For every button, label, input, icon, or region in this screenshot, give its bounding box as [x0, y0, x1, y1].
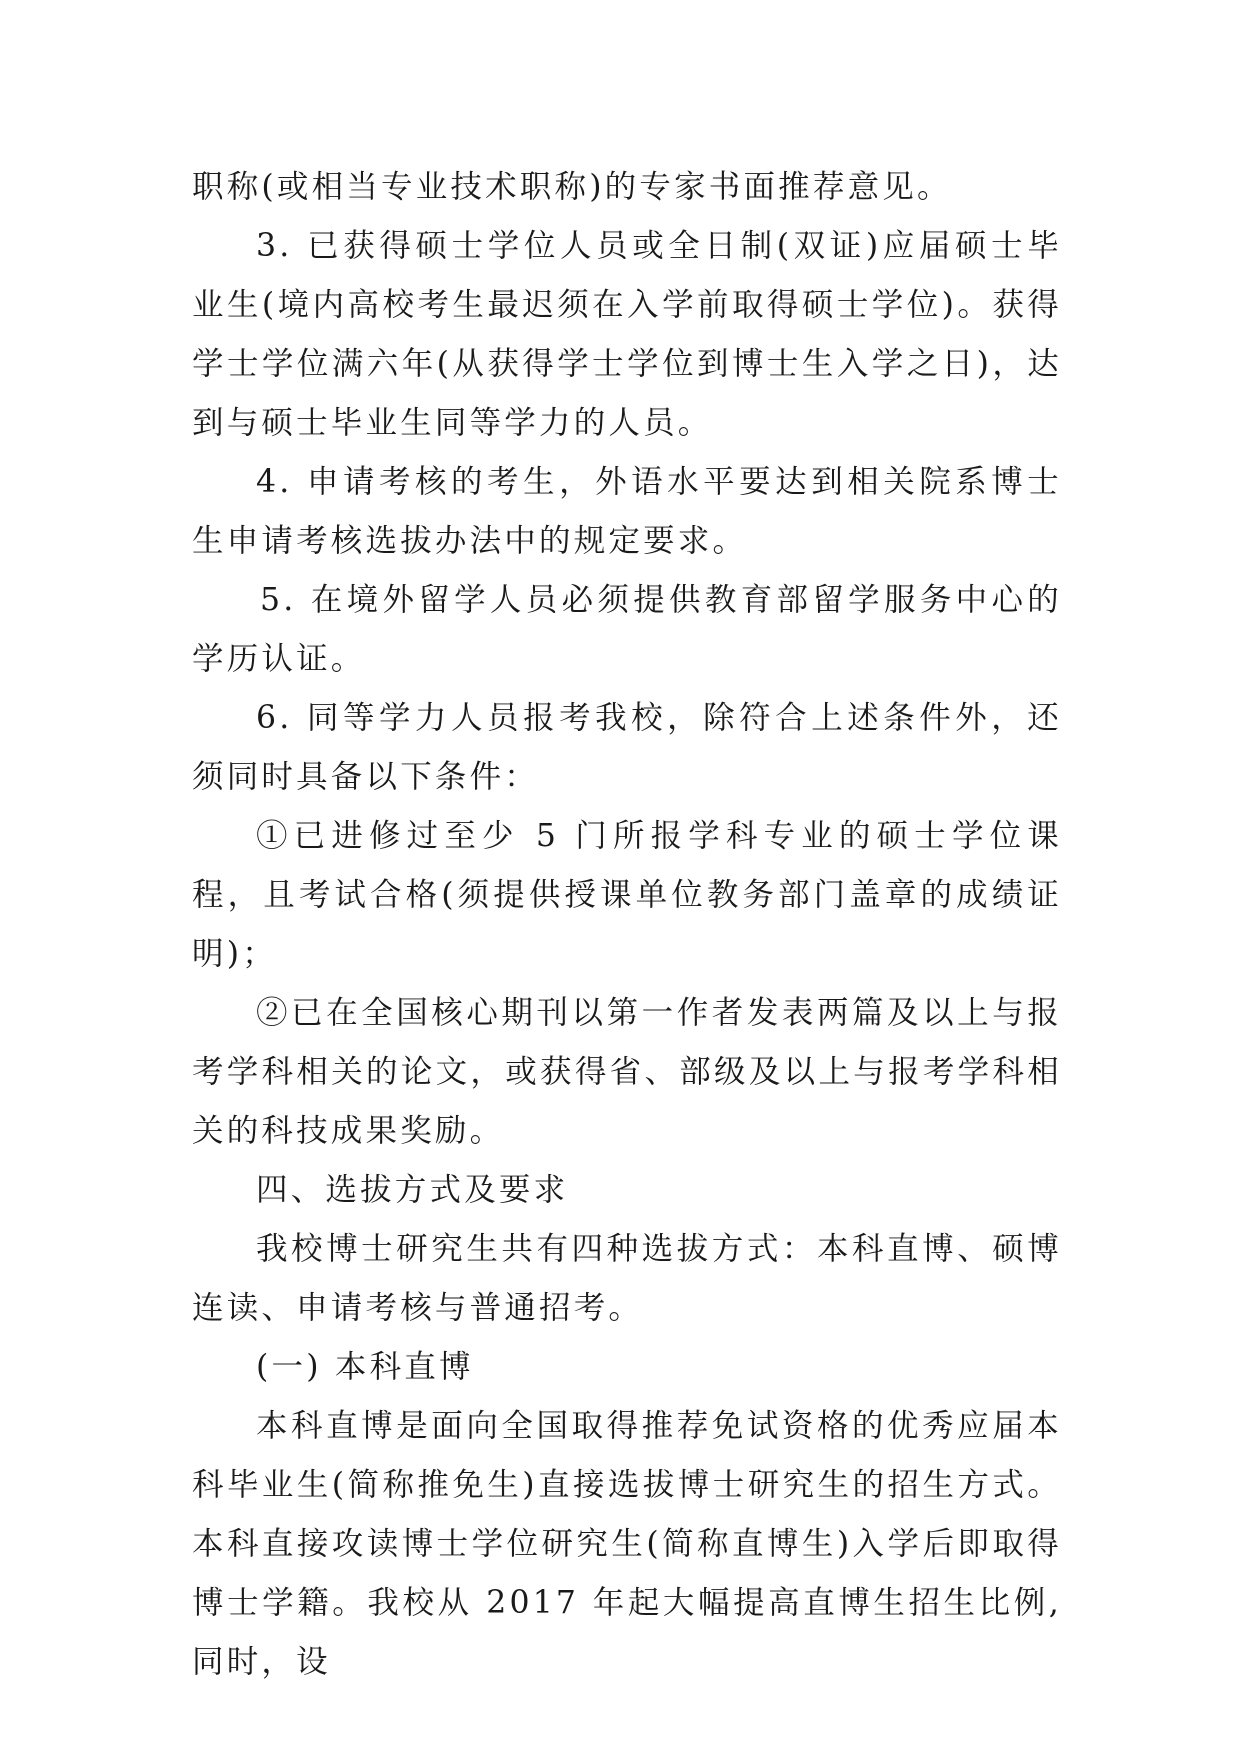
paragraph-item-4: 4. 申请考核的考生，外语水平要达到相关院系博士生申请考核选拔办法中的规定要求。: [192, 464, 1062, 559]
paragraph-item-6: 6. 同等学力人员报考我校，除符合上述条件外，还须同时具备以下条件：: [192, 700, 1062, 795]
paragraph-item-3: 3. 已获得硕士学位人员或全日制(双证)应届硕士毕业生(境内高校考生最迟须在入学前取得硕士学位)。获得学士学位满六年(从获得学士学位到博士生入学之日)，达到与硕士毕业生同等学力的人员。: [192, 228, 1062, 441]
paragraph-item-5: 5. 在境外留学人员必须提供教育部留学服务中心的学历认证。: [192, 582, 1062, 677]
paragraph-condition-1: ①已进修过至少 5 门所报学科专业的硕士学位课程，且考试合格(须提供授课单位教务部门盖章的成绩证明)；: [192, 818, 1062, 972]
paragraph-condition-2: ②已在全国核心期刊以第一作者发表两篇及以上与报考学科相关的论文，或获得省、部级及以上与报考学科相关的科技成果奖励。: [192, 995, 1062, 1149]
paragraph-direct-phd: 本科直博是面向全国取得推荐免试资格的优秀应届本科毕业生(简称推免生)直接选拔博士研究生的招生方式。本科直接攻读博士学位研究生(简称直博生)入学后即取得博士学籍。我校从 2017 年起大幅提高直博生招生比例,同时，设: [192, 1408, 1062, 1680]
paragraph-continuation: 职称(或相当专业技术职称)的专家书面推荐意见。: [192, 169, 952, 205]
subsection-heading-direct-phd: (一) 本科直博: [256, 1349, 474, 1385]
paragraph-selection-overview: 我校博士研究生共有四种选拔方式：本科直博、硕博连读、申请考核与普通招考。: [192, 1231, 1062, 1326]
section-heading-selection-methods: 四、选拔方式及要求: [256, 1172, 569, 1208]
document-body: [192, 158, 1062, 1692]
